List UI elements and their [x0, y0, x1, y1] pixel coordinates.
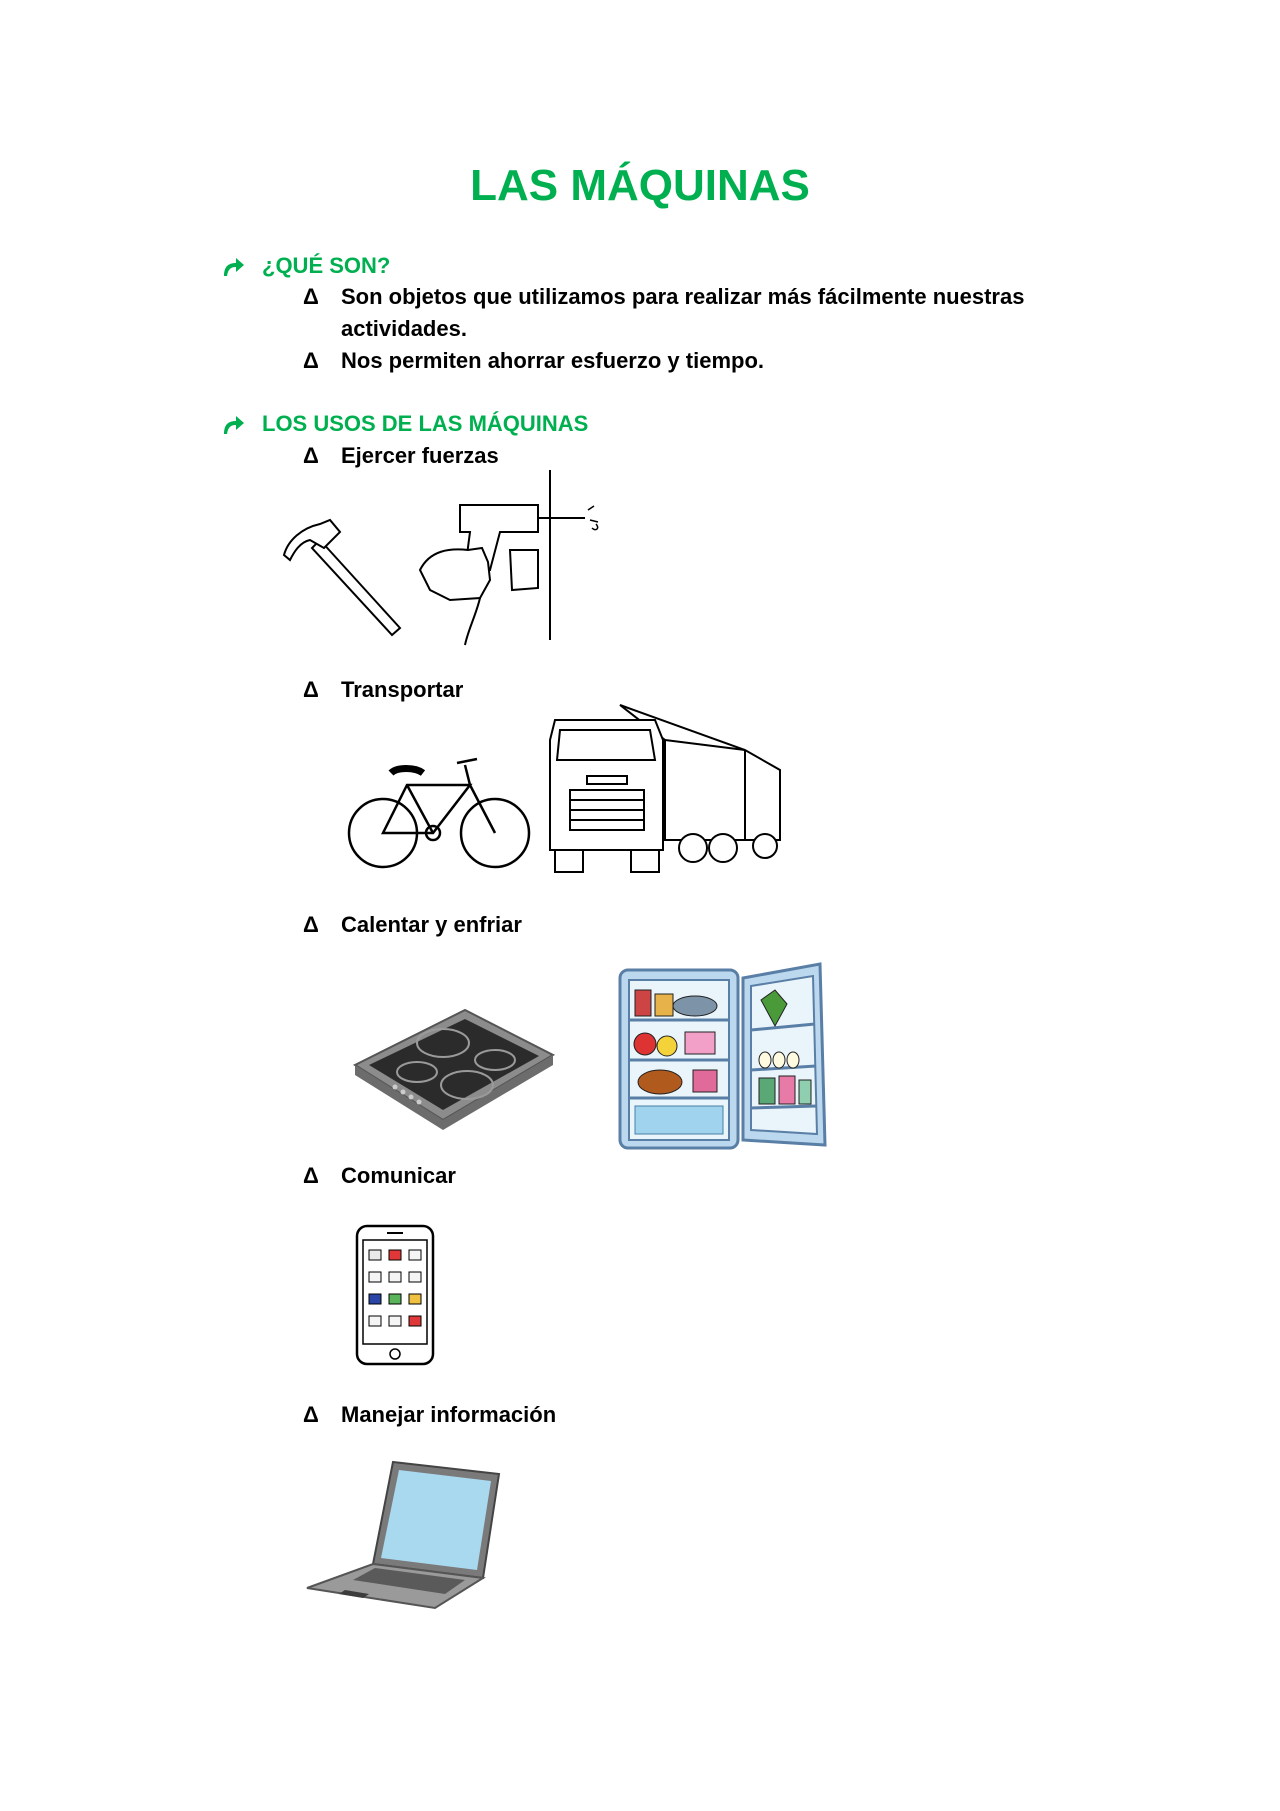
drill-icon [410, 470, 610, 645]
page-title: LAS MÁQUINAS [470, 161, 810, 210]
hammer-icon [280, 510, 410, 640]
truck-icon [545, 700, 785, 880]
bullet-symbol: Δ [303, 348, 319, 373]
use-label-calentar-enfriar: Calentar y enfriar [341, 912, 522, 937]
curved-arrow-icon [220, 412, 246, 438]
smartphone-icon [355, 1224, 435, 1366]
use-label-comunicar: Comunicar [341, 1163, 456, 1188]
definition-item-1: Son objetos que utilizamos para realizar más fácilmente nuestras actividades. [341, 284, 1025, 341]
bullet-symbol: Δ [303, 677, 319, 702]
definition-item-2: Nos permiten ahorrar esfuerzo y tiempo. [341, 348, 764, 373]
use-label-transportar: Transportar [341, 677, 464, 702]
bullet-symbol: Δ [303, 912, 319, 937]
laptop-icon [305, 1460, 500, 1610]
bicycle-icon [345, 745, 535, 875]
use-label-manejar-informacion: Manejar información [341, 1402, 557, 1427]
use-label-ejercer-fuerzas: Ejercer fuerzas [341, 443, 499, 468]
curved-arrow-icon [220, 254, 246, 280]
section-heading-que-son: ¿QUÉ SON? [262, 253, 391, 278]
bullet-symbol: Δ [303, 443, 319, 468]
section-heading-usos: LOS USOS DE LAS MÁQUINAS [262, 411, 589, 436]
bullet-symbol: Δ [303, 284, 319, 309]
cooktop-icon [355, 1010, 555, 1130]
bullet-symbol: Δ [303, 1163, 319, 1188]
bullet-symbol: Δ [303, 1402, 319, 1427]
fridge-icon [615, 960, 830, 1155]
